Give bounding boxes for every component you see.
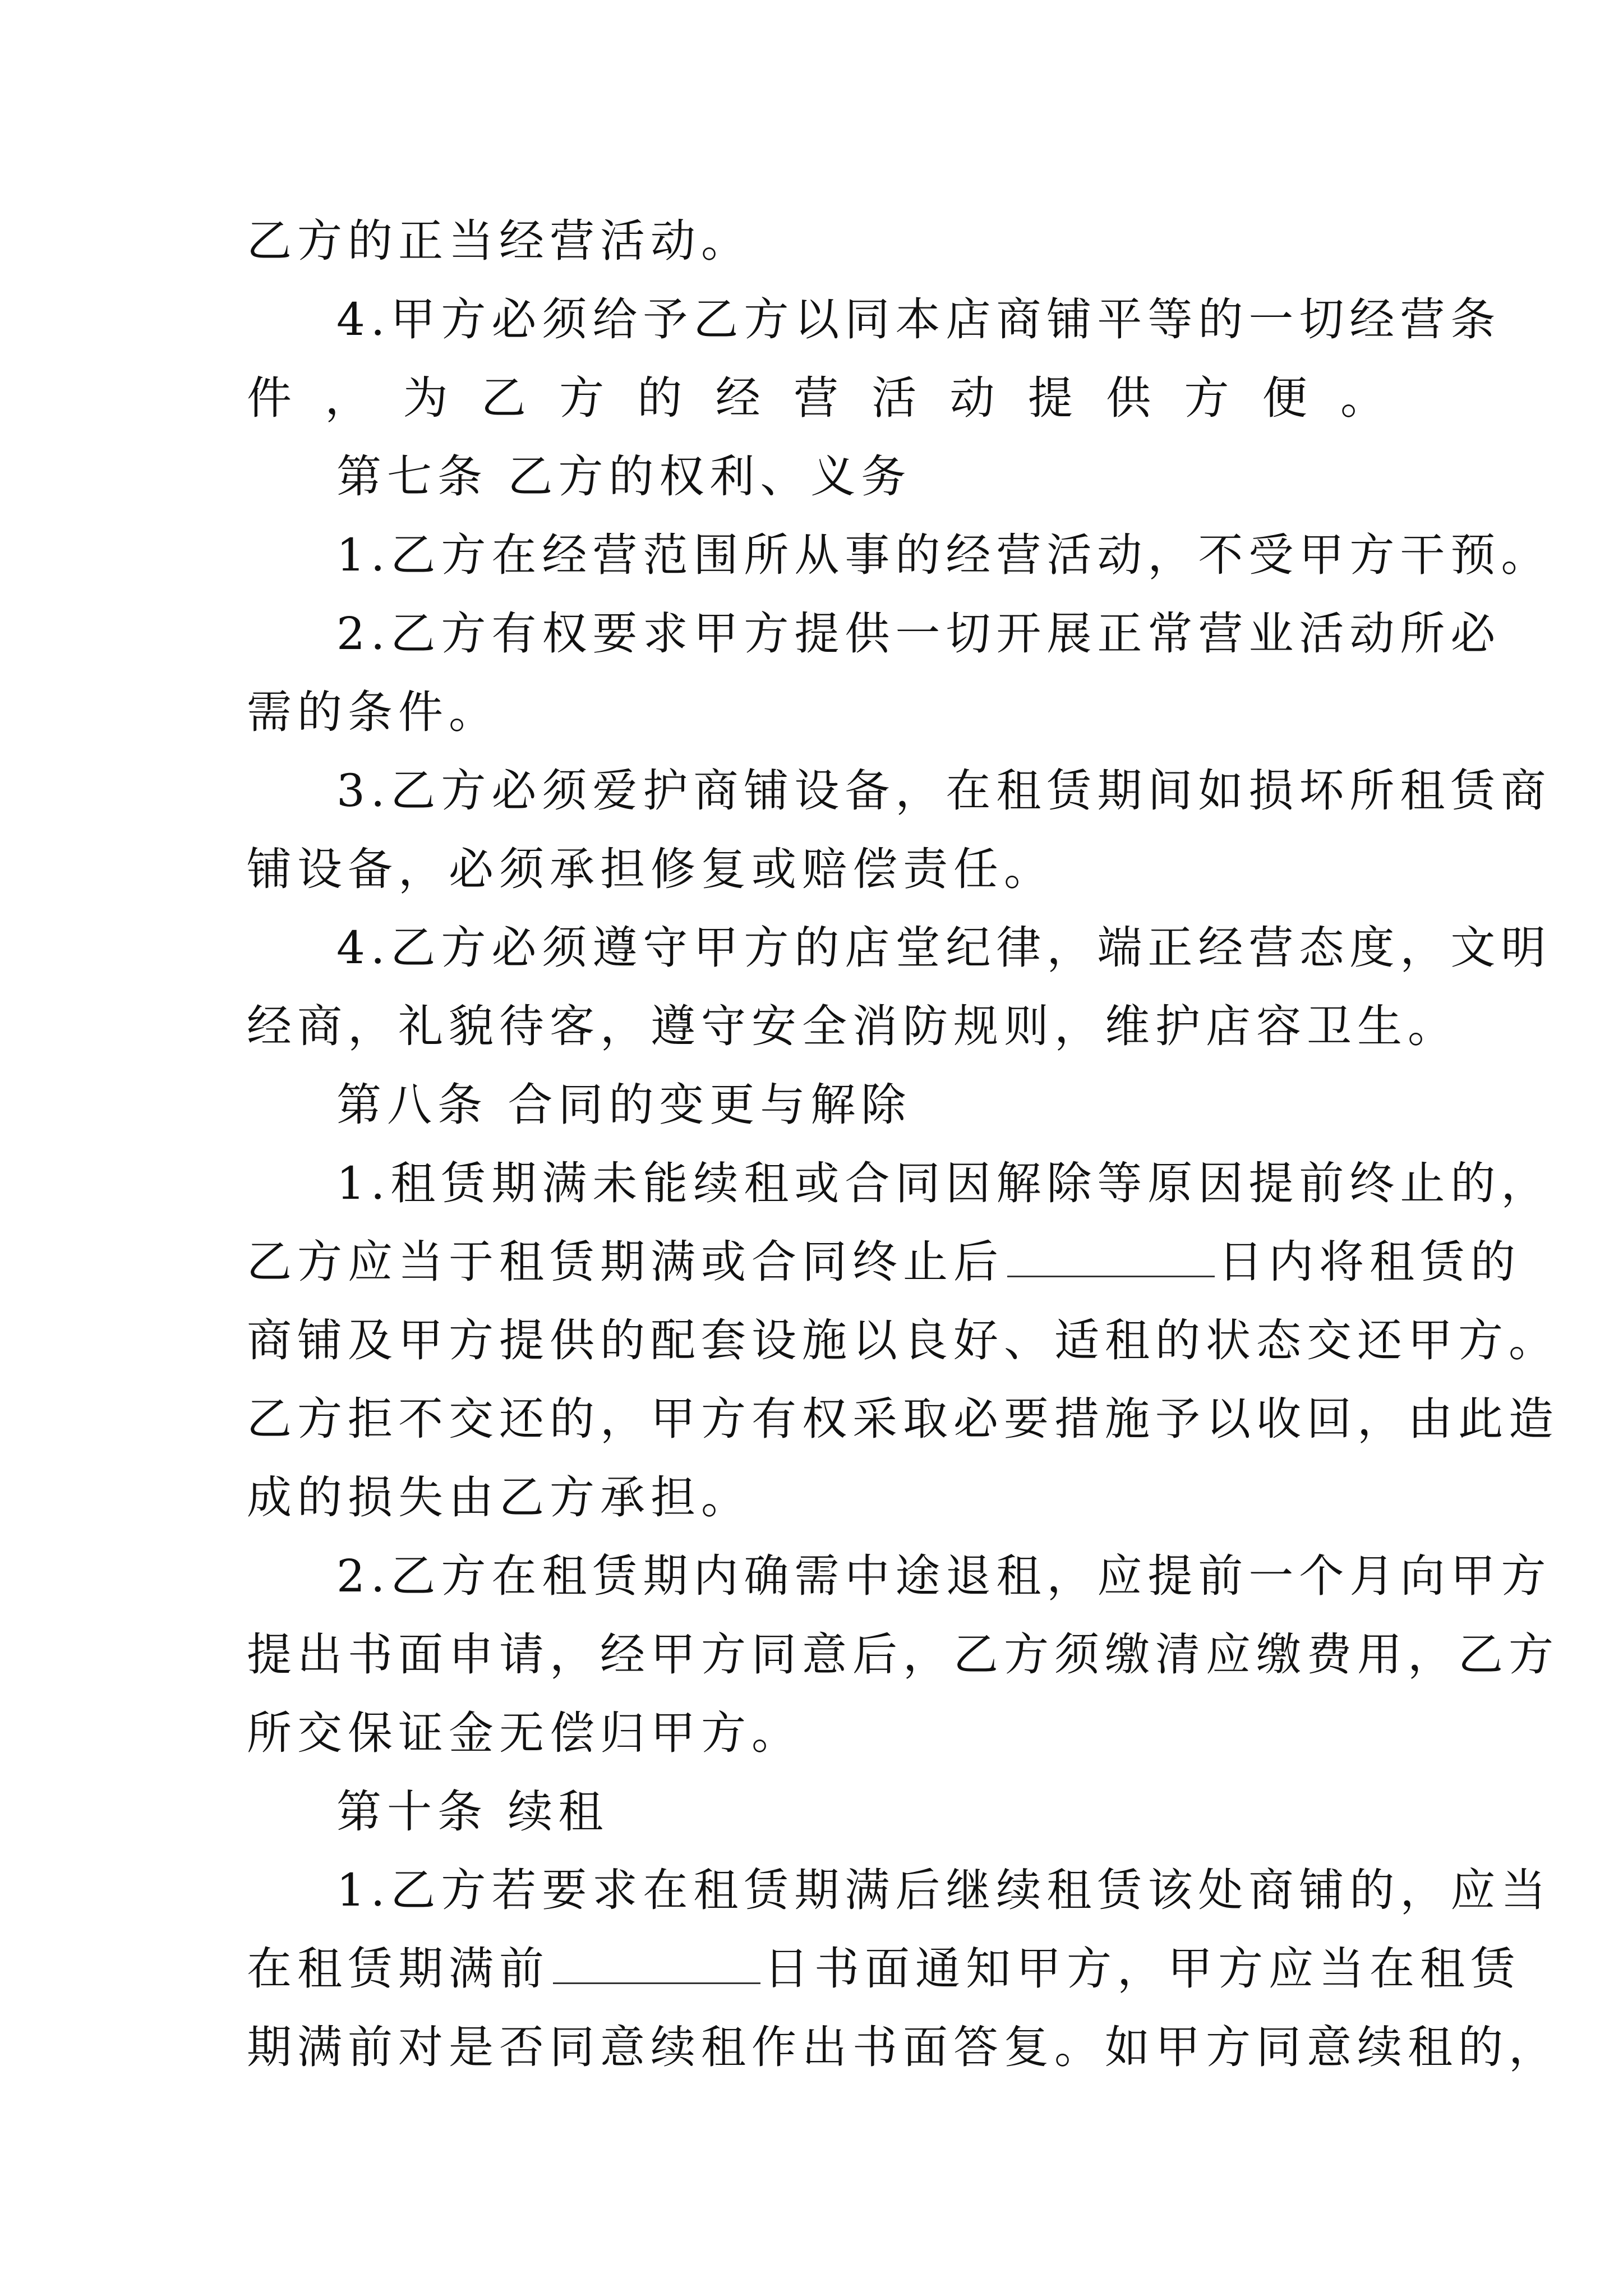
paragraph-line: 提出书面申请，经甲方同意后，乙方须缴清应缴费用，乙方 [247,1628,1559,1681]
paragraph-line: 成的损失由乙方承担。 [247,1471,751,1524]
paragraph-line: 乙方的正当经营活动。 [247,215,751,267]
paragraph-line: 2.乙方有权要求甲方提供一切开展正常营业活动所必 [336,608,1501,660]
paragraph-line: 件，为乙方的经营活动提供方便。 [247,372,1391,424]
paragraph-line: 1.乙方若要求在租赁期满后继续租赁该处商铺的，应当 [336,1864,1552,1916]
paragraph-line: 需的条件。 [247,686,499,738]
section-heading: 第八条 合同的变更与解除 [336,1079,912,1131]
paragraph-line: 1.租赁期满未能续租或合同因解除等原因提前终止的， [336,1157,1552,1209]
fill-in-blank [1007,1236,1215,1277]
paragraph-line: 4.乙方必须遵守甲方的店堂纪律，端正经营态度，文明 [336,922,1552,974]
paragraph-line: 商铺及甲方提供的配套设施以良好、适租的状态交还甲方。 [247,1314,1559,1366]
line-text-after-blank: 日内将租赁的 [1218,1236,1521,1288]
paragraph-line: 4.甲方必须给予乙方以同本店商铺平等的一切经营条 [336,293,1501,346]
paragraph-line: 2.乙方在租赁期内确需中途退租，应提前一个月向甲方 [336,1550,1552,1602]
line-text-before-blank: 乙方应当于租赁期满或合同终止后 [247,1236,1004,1288]
paragraph-line: 经商，礼貌待客，遵守安全消防规则，维护店容卫生。 [247,1000,1458,1052]
paragraph-line: 1.乙方在经营范围所从事的经营活动，不受甲方干预。 [336,529,1552,581]
fill-in-blank [553,1943,760,1984]
line-text-before-blank: 在租赁期满前 [247,1943,550,1995]
paragraph-line: 期满前对是否同意续租作出书面答复。如甲方同意续租的， [247,2021,1559,2073]
section-heading: 第七条 乙方的权利、义务 [336,450,912,503]
paragraph-line: 3.乙方必须爱护商铺设备，在租赁期间如损坏所租赁商 [336,765,1552,817]
paragraph-line: 所交保证金无偿归甲方。 [247,1707,802,1759]
paragraph-line-with-blank [247,1927,1521,2011]
section-heading: 第十条 续租 [336,1786,609,1838]
paragraph-line: 乙方拒不交还的，甲方有权采取必要措施予以收回，由此造 [247,1393,1559,1445]
paragraph-line: 铺设备，必须承担修复或赔偿责任。 [247,843,1054,895]
paragraph-line-with-blank [247,1220,1521,1304]
line-text-after-blank: 日书面通知甲方，甲方应当在租赁 [764,1943,1521,1995]
